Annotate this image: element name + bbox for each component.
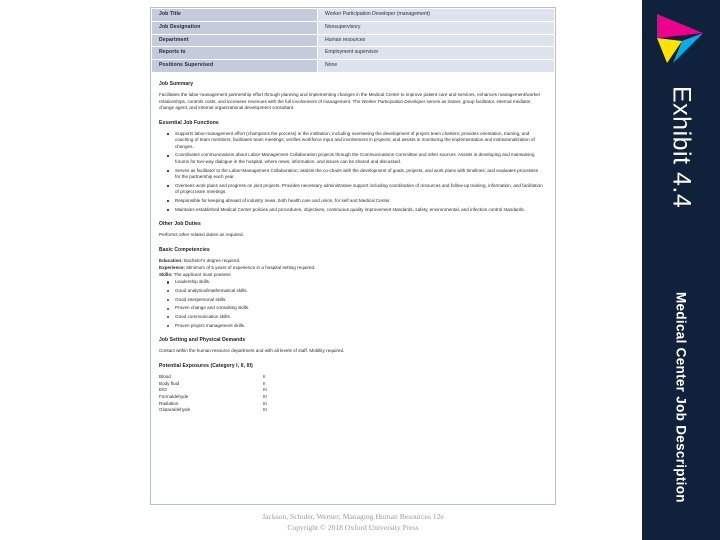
education-label: Education: <box>159 257 183 263</box>
exposure-category: III <box>263 400 267 406</box>
other-job-duties-text: Performs other related duties as required. <box>159 232 244 238</box>
exposure-category: II <box>263 380 266 386</box>
list-item: Supports labor-management effort (champions the process) in the institution; including overseeing the development of project team charters; provides orientation, training, and coaching of team members; facilitates team meetings; verifies workforce input and involvement in projects; and assists in monitoring the implementation and institutionalization of changes. <box>170 131 543 151</box>
exposure-category: III <box>263 407 267 413</box>
list-item: Proven change and consulting skills. <box>170 305 543 312</box>
row-value: Employment supervisor <box>318 47 555 60</box>
list-item: Good communication skills. <box>170 314 543 321</box>
list-item: Good interpersonal skills. <box>170 297 543 304</box>
experience-value: Minimum of 5 years of experience in a hospital setting required. <box>185 265 316 271</box>
section-heading-other-job-duties: Other Job Duties <box>159 221 201 228</box>
exposure-name: Blood <box>159 374 171 380</box>
footer-citation: Jackson, Schuler, Werner; Managing Human Resources 12e <box>262 512 444 521</box>
list-item: Coordinates communications about Labor-Management Collaboration projects through the Communications Committee and other sources. Assists in developing and maintaining forums for two-way dialogue in the hospital, where news, information, and issues can be shared and discussed. <box>170 152 543 165</box>
list-item: Serves as facilitator to the Labor-Management Collaboration; assists the co-chairs with the development of goals, projects, and work plans with timelines; and evaluates processes for the partnership each year. <box>170 168 543 181</box>
skills-value: The applicant must possess <box>172 272 231 278</box>
exposure-name: Glutaraldehyde <box>159 407 191 413</box>
education-line <box>159 258 543 265</box>
row-value: Human resources <box>318 34 555 47</box>
table-row <box>152 34 555 47</box>
exposure-category: II <box>263 374 266 380</box>
list-item: Leadership skills. <box>170 279 543 286</box>
exposure-name: Body fluid <box>159 380 180 386</box>
list-item: Proven project management skills. <box>170 323 543 330</box>
potential-exposures-table <box>159 374 303 414</box>
table-row <box>159 394 303 401</box>
skills-list <box>159 279 543 329</box>
exposure-category: III <box>263 387 267 393</box>
job-summary-part2: serves as trainer, group facilitator, internal mediator, change agent, and internal organizational development consultant. <box>159 98 532 111</box>
section-heading-job-setting: Job Setting and Physical Demands <box>159 337 246 344</box>
table-row <box>159 407 303 414</box>
table-row <box>152 47 555 60</box>
section-heading-basic-competencies: Basic Competencies <box>159 246 210 253</box>
row-value: None <box>318 60 555 73</box>
list-item: Responsible for keeping abreast of industry news, both health care and union, for self and Medical Center. <box>170 198 543 205</box>
job-info-table <box>151 8 555 73</box>
table-row <box>152 21 555 34</box>
exposure-name: Formaldehyde <box>159 393 189 399</box>
job-setting-text: Contact within the human resource department and with all levels of staff. Mobility required. <box>159 348 345 354</box>
sidebar-rail <box>642 0 720 540</box>
document-body <box>151 73 555 414</box>
footer-copyright: Copyright © 2018 Oxford University Press <box>287 522 419 532</box>
exposure-name: Radiation <box>159 400 179 406</box>
table-row <box>159 401 303 408</box>
table-row <box>152 9 555 22</box>
row-value: Nonsupervisory <box>318 21 555 34</box>
table-row <box>159 387 303 394</box>
exposure-category: III <box>263 393 267 399</box>
experience-label: Experience: <box>159 265 186 271</box>
exhibit-subtitle-text: Medical Center Job Description <box>673 292 689 503</box>
exhibit-title-text: Exhibit 4.4 <box>667 86 696 209</box>
list-item: Good analytical/mathematical skills. <box>170 288 543 295</box>
job-description-document <box>150 7 556 505</box>
row-label: Department <box>152 34 318 47</box>
essential-job-functions-list <box>159 131 543 214</box>
exhibit-title <box>642 86 720 261</box>
row-value: Worker Participation Developer (management) <box>318 9 555 22</box>
experience-line <box>159 265 543 272</box>
oxford-university-press-logo-icon <box>651 11 709 69</box>
exposure-name: EtO <box>159 387 167 393</box>
section-heading-potential-exposures: Potential Exposures (Category I, II, III) <box>159 362 253 369</box>
table-row <box>152 60 555 73</box>
table-row <box>159 381 303 388</box>
job-summary-part1: Facilitates the labor-management partnership effort through planning and implementing changes in the Medical Center to improve patient care and services, enhances management/worker relationships, controls costs, and increases revenues with the full involvement of management. The <box>159 92 541 104</box>
exhibit-subtitle <box>642 292 720 532</box>
list-item: Oversees work plans and progress on joint projects. Provides necessary administrative support including coordination of resources and follow-up training, information, and facilitation of project team meetings. <box>170 183 543 196</box>
job-summary-italic-title: Worker Participation Developer <box>361 98 426 104</box>
row-label: Reports to <box>152 47 318 60</box>
table-row <box>159 374 303 381</box>
slide-footer <box>150 512 556 534</box>
skills-label: Skills: <box>159 272 173 278</box>
list-item: Maintains established Medical Center policies and procedures, objectives, continuous quality improvement standards, safety, environmental, and infection control standards. <box>170 207 543 214</box>
section-heading-job-summary: Job Summary <box>159 80 194 87</box>
job-summary-text <box>159 92 543 112</box>
skills-line <box>159 272 543 279</box>
row-label: Job Title <box>152 9 318 22</box>
section-heading-essential-job-functions: Essential Job Functions <box>159 119 219 126</box>
row-label: Positions Supervised <box>152 60 318 73</box>
education-value: Bachelor's degree required. <box>182 257 241 263</box>
row-label: Job Designation <box>152 21 318 34</box>
